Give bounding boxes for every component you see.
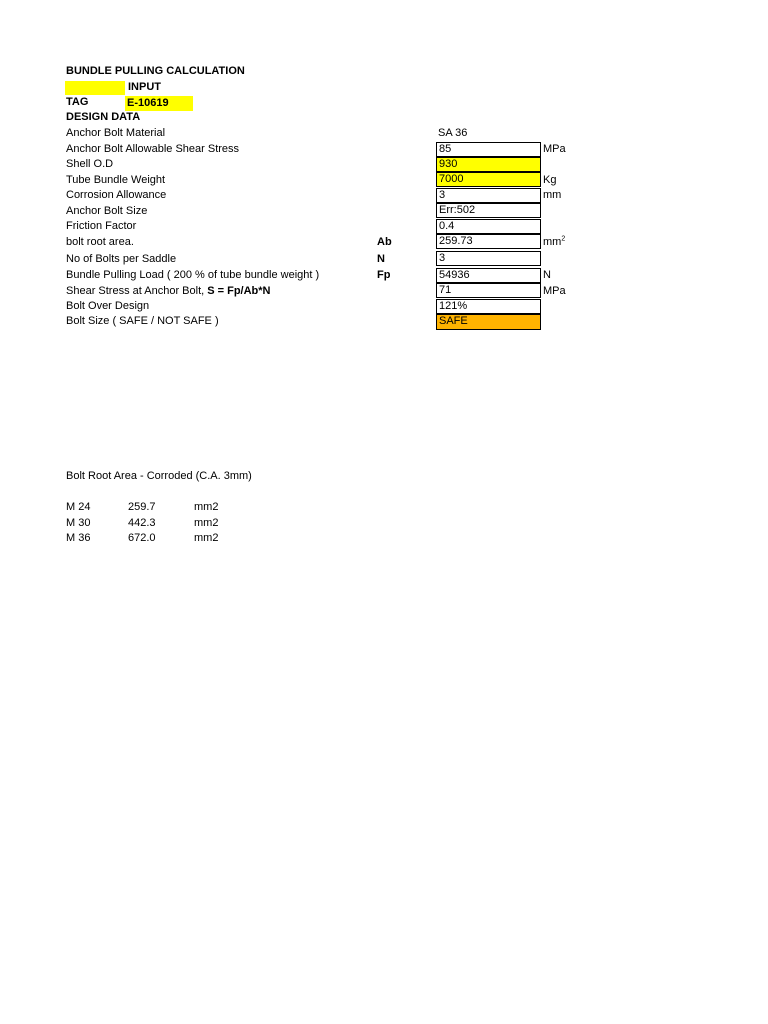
row-label <box>66 284 271 298</box>
bolt-area-unit: mm2 <box>194 517 219 529</box>
row-unit: Kg <box>543 174 557 186</box>
row-label: Bolt Size ( SAFE / NOT SAFE ) <box>66 315 219 327</box>
bolt-area: 442.3 <box>128 517 156 529</box>
value-cell[interactable]: Err:502 <box>436 203 541 218</box>
row-label: Friction Factor <box>66 220 137 232</box>
row-label: Bundle Pulling Load ( 200 % of tube bundle weight ) <box>66 269 320 281</box>
bolt-size: M 30 <box>66 517 91 529</box>
row-label: Anchor Bolt Material <box>66 127 166 139</box>
value-cell[interactable]: 0.4 <box>436 219 541 234</box>
row-unit <box>543 235 565 249</box>
unit-base: mm <box>543 236 562 248</box>
sheet-title: BUNDLE PULLING CALCULATION <box>66 65 245 77</box>
row-label: No of Bolts per Saddle <box>66 253 177 265</box>
row-label: Bolt Over Design <box>66 300 150 312</box>
value-cell[interactable]: SA 36 <box>438 127 468 139</box>
bolt-size: M 24 <box>66 501 91 513</box>
tag-value: E-10619 <box>127 97 169 109</box>
tag-label: TAG <box>66 96 89 108</box>
row-label: Corrosion Allowance <box>66 189 167 201</box>
bolt-area: 672.0 <box>128 532 156 544</box>
value-cell[interactable]: 121% <box>436 299 541 314</box>
value-cell[interactable]: 259.73 <box>436 234 541 249</box>
row-symbol: N <box>377 253 385 265</box>
bolt-area-unit: mm2 <box>194 501 219 513</box>
row-label: Anchor Bolt Allowable Shear Stress <box>66 143 240 155</box>
value-cell[interactable]: 71 <box>436 283 541 298</box>
bolt-size: M 36 <box>66 532 91 544</box>
input-legend-swatch <box>65 81 125 95</box>
root-area-title: Bolt Root Area - Corroded (C.A. 3mm) <box>66 470 252 482</box>
row-unit: N <box>543 269 551 281</box>
row-label-formula: S = Fp/Ab*N <box>207 285 271 297</box>
row-label-prefix: Shear Stress at Anchor Bolt, <box>66 285 208 297</box>
row-unit: mm <box>543 189 562 201</box>
row-symbol: Ab <box>377 236 392 248</box>
input-cell[interactable]: 7000 <box>436 172 541 187</box>
value-cell[interactable]: 85 <box>436 142 541 157</box>
input-cell[interactable]: 930 <box>436 157 541 172</box>
row-label: Tube Bundle Weight <box>66 174 166 186</box>
row-label: Anchor Bolt Size <box>66 205 148 217</box>
value-cell[interactable]: 54936 <box>436 268 541 283</box>
row-symbol: Fp <box>377 269 391 281</box>
value-cell[interactable]: 3 <box>436 251 541 266</box>
unit-superscript: 2 <box>561 235 566 243</box>
bolt-area-unit: mm2 <box>194 532 219 544</box>
row-label: Shell O.D <box>66 158 114 170</box>
design-data-heading: DESIGN DATA <box>66 111 141 123</box>
safe-status-cell[interactable]: SAFE <box>436 314 541 330</box>
row-unit: MPa <box>543 285 566 297</box>
row-label: bolt root area. <box>66 236 134 248</box>
input-legend-label: INPUT <box>128 81 161 93</box>
bolt-area: 259.7 <box>128 501 156 513</box>
row-unit: MPa <box>543 143 566 155</box>
value-cell[interactable]: 3 <box>436 188 541 203</box>
